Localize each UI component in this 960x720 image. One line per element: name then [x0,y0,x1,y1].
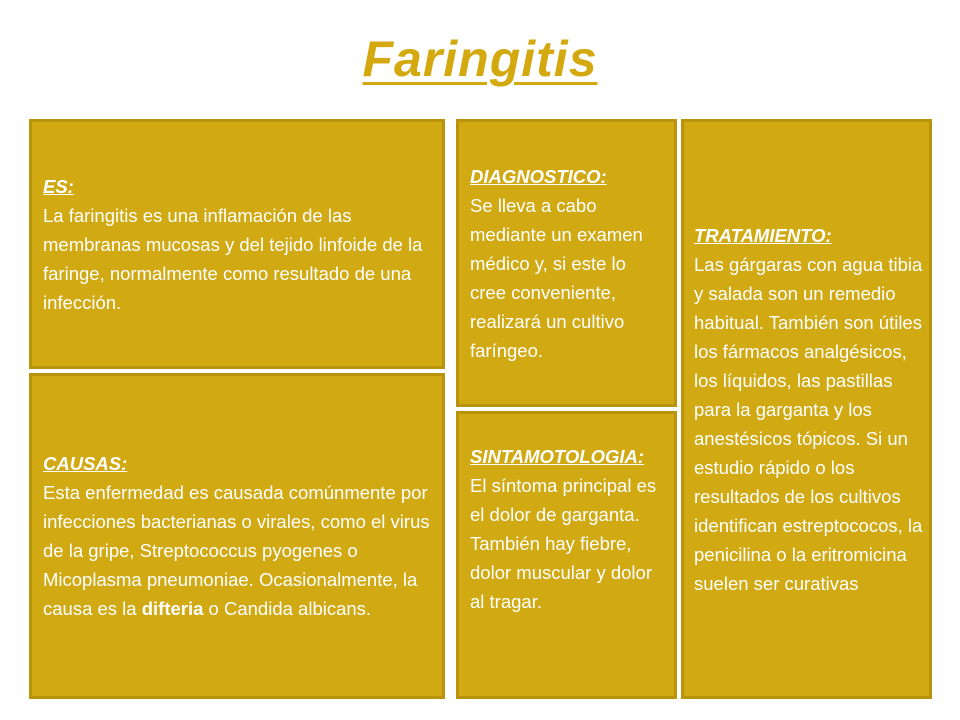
causes-box [29,373,445,699]
causes-text-part-2: o Candida albicans. [203,598,372,619]
diagnosis-box [456,119,677,407]
treatment-box [681,119,932,699]
causes-text [43,478,432,623]
definition-text: La faringitis es una inflamación de las membranas mucosas y del tejido linfoide de la faringe, normalmente como resultado de una infección. [43,204,423,313]
causes-heading: CAUSAS: [43,453,128,474]
treatment-text: Las gárgaras con agua tibia y salada son un remedio habitual. También son útiles los fármacos analgésicos, los líquidos, las pastillas para la garganta y los anestésicos tópicos. Si un estudio rápido o los resultados de los cultivos identifican estreptococos, la penicilina o la eritromicina suelen ser curativas [694,253,923,594]
diagnosis-text: Se lleva a cabo mediante un examen médico y, si este lo cree conveniente, realizará un cultivo faríngeo. [470,194,643,361]
definition-heading: ES: [43,175,74,197]
definition-box [29,119,445,369]
symptoms-box [456,411,677,699]
causes-text-bold: difteria [141,598,204,619]
page-title: Faringitis [362,31,598,87]
symptoms-text: El síntoma principal es el dolor de garganta. También hay fiebre, dolor muscular y dolor al tragar. [470,475,657,612]
symptoms-heading: SINTAMOTOLOGIA: [470,446,645,467]
diagnosis-heading: DIAGNOSTICO: [470,165,607,187]
treatment-heading: TRATAMIENTO: [694,224,832,246]
causes-text-part-1: Esta enfermedad es causada comúnmente por infecciones bacterianas o virales, como el virus de la gripe, Streptococcus pyogenes o Micoplasma pneumoniae. Ocasionalmente, la causa es la [43,482,430,619]
